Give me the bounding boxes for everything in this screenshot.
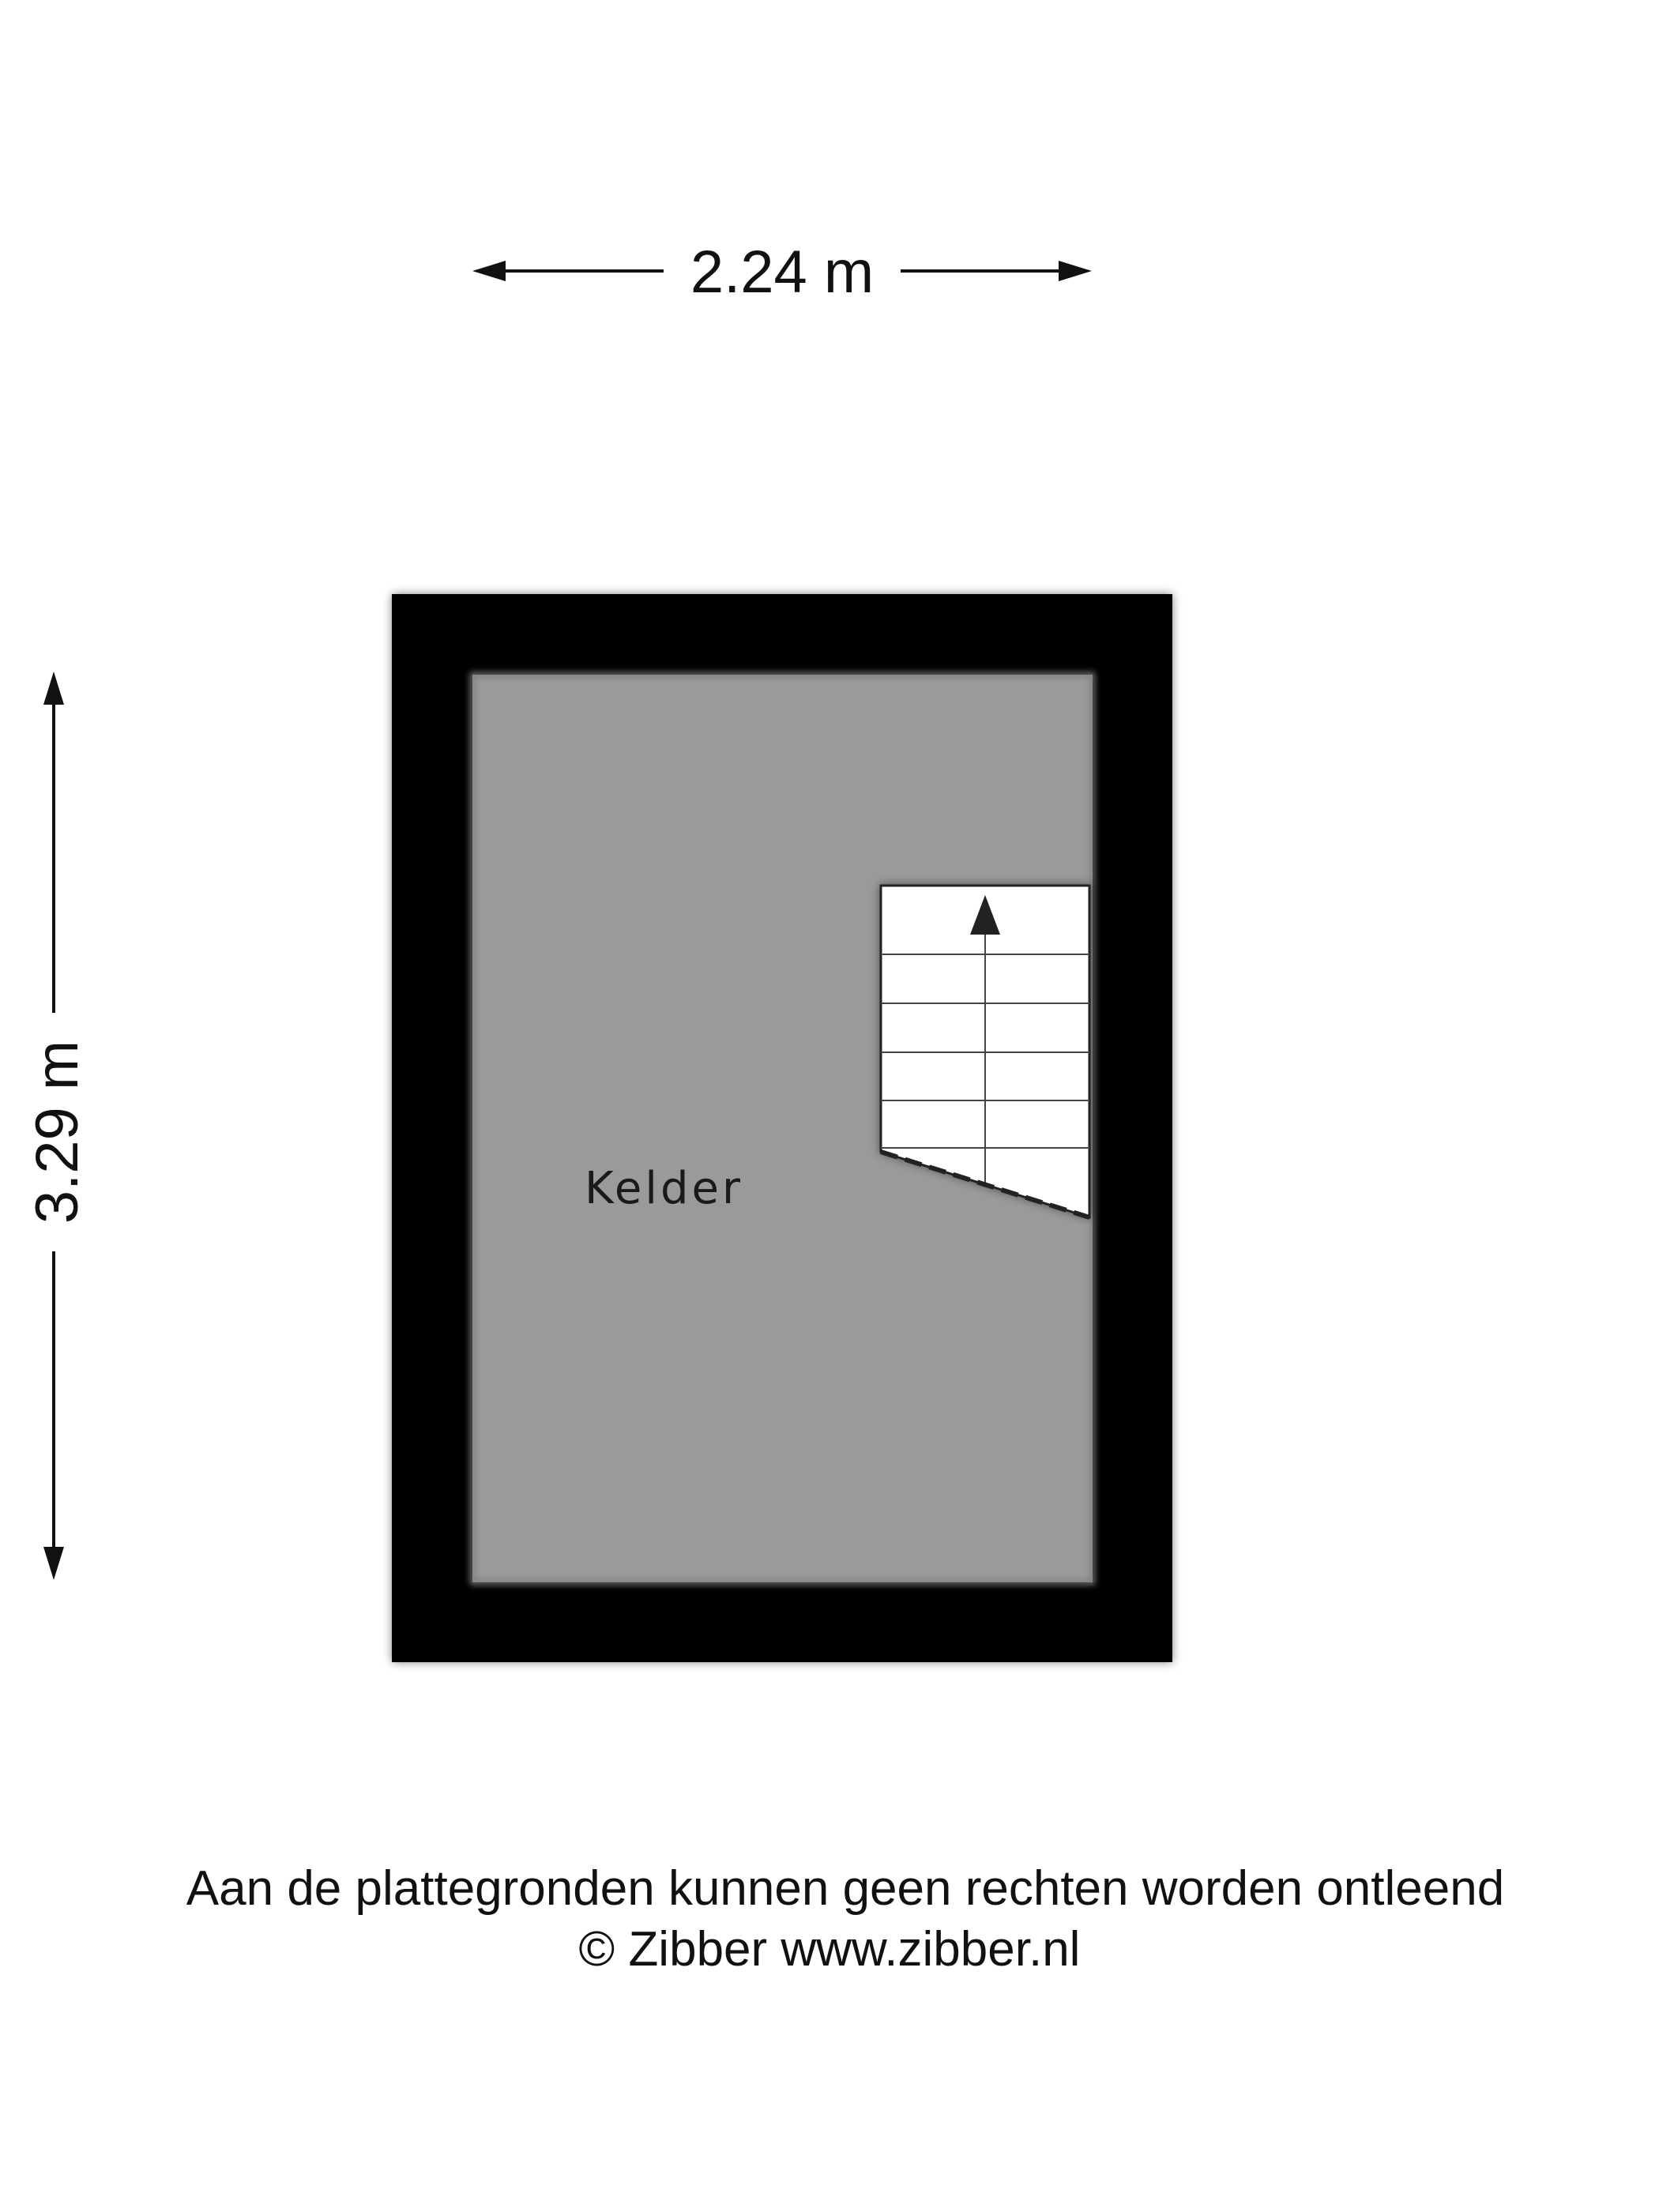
height-arrow-bottom-icon	[43, 1547, 64, 1580]
width-dimension	[472, 239, 1092, 306]
height-dimension	[24, 672, 91, 1580]
room-label: Kelder	[585, 1163, 743, 1214]
width-arrow-right-icon	[1059, 261, 1092, 281]
copyright-text: © Zibber www.zibber.nl	[578, 1922, 1081, 1977]
width-arrow-left-icon	[472, 261, 506, 281]
width-label: 2.24 m	[690, 239, 875, 306]
disclaimer-text: Aan de plattegronden kunnen geen rechten worden ontleend	[186, 1861, 1505, 1916]
height-label: 3.29 m	[24, 1040, 91, 1224]
height-arrow-top-icon	[43, 672, 64, 705]
